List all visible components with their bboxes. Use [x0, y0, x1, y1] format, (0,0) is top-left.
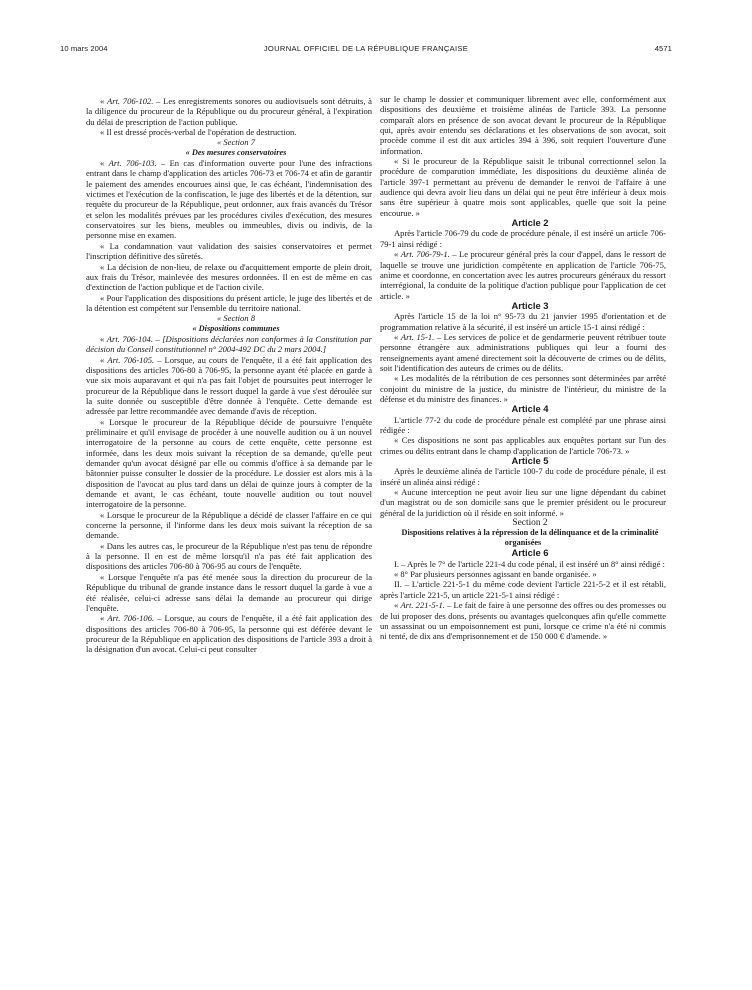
paragraph: I. – Après le 7° de l'article 221-4 du code pénal, il est inséré un 8° ainsi rédigé : [394, 558, 665, 569]
article-ref: Art. 706-79-1. [400, 249, 450, 260]
paragraph: « Ces dispositions ne sont pas applicables aux enquêtes portant sur l'un des crimes ou délits entrant dans le champ d'application de l'article 706-73. » [380, 435, 666, 456]
paragraph: « Si le procureur de la République saisit le tribunal correctionnel selon la procédure de comparution immédiate, les dispositions du deuxième alinéa de l'article 397-1 permettant au prévenu de demander le renvoi de l'affaire à une audience qui devra avoir lieu dans un délai qui ne peut être inférieur à deux mois sans être supérieur à quatre mois sont applicables, quelle que soit la peine encourue. » [380, 156, 666, 218]
article-ref: Art. 706-106. [107, 613, 155, 624]
paragraph: « Il est dressé procès-verbal de l'opération de destruction. [100, 127, 297, 138]
paragraph: « Art. 706-104. – [Dispositions déclarées non conformes à la Constitution par décision du Conseil constitutionnel n° 2004-492 DC du 2 mars 2004.] [86, 333, 372, 355]
paragraph: « Lorsque le procureur de la République a décidé de classer l'affaire en ce qui concerne la personne, il l'informe dans les deux mois suivant la réception de sa demande. [86, 509, 372, 541]
section-title: « Dispositions communes [192, 323, 280, 333]
section-heading: « Section 8 [217, 313, 255, 324]
article-heading: Article 4 [511, 403, 549, 415]
paragraph: sur le champ le dossier et communiquer librement avec elle, conformément aux dispositions des deuxième et troisième alinéas de l'article 393. La personne comparaît alors en présence de son avocat devant le procureur de la République qui, après avoir entendu ses déclarations et les observations de son avocat, soit procède comme il est dit aux articles 394 à 396, soit requiert l'ouverture d'une information. [380, 94, 666, 156]
section-heading: Section 2 [512, 518, 548, 529]
right-column [380, 94, 666, 974]
article-ref: Art. 706-105. [107, 354, 155, 365]
article-ref: Art. 221-5-1. [400, 600, 445, 611]
article-heading: Article 5 [511, 455, 549, 467]
paragraph: « Art. 706-105. – Lorsque, au cours de l'enquête, il a été fait application des dispositions des articles 706-80 à 706-95, la personne ayant été placée en garde à vue six mois auparavant et qui n'a pas fait l'objet de poursuites peut interroger le procureur de la République dans le ressort duquel la garde à vue s'est déroulée sur la suite donnée ou susceptible d'être donnée à l'enquête. Cette demande est adressée par lettre recommandée avec demande d'avis de réception. [86, 354, 372, 417]
paragraph: « Art. 706-103. – En cas d'information ouverte pour l'une des infractions entrant dans le champ d'application des articles 706-73 et 706-74 et afin de garantir le paiement des amendes encourues ainsi que, le cas échéant, l'indemnisation des victimes et l'exécution de la confiscation, le juge des libertés et de la détention, sur requête du procureur de la République, peut ordonner, aux frais avancés du Trésor et selon les modalités prévues par les procédures civiles d'exécution, des mesures conservatoires sur les biens, meubles ou immeubles, divis ou indivis, de la personne mise en examen. [86, 158, 372, 241]
article-ref: Art. 15-1. [400, 331, 435, 342]
section-title: « Des mesures conservatoires [185, 147, 287, 157]
paragraph: « Les modalités de la rétribution de ces personnes sont déterminées par arrêté conjoint du ministre de la justice, du ministre de l'intérieur, du ministre de la défense et du ministre des finances. » [380, 373, 666, 404]
paragraph: « Pour l'application des dispositions du présent article, le juge des libertés et de la détention est compétent sur l'ensemble du territoire national. [86, 292, 372, 313]
paragraph: « Dans les autres cas, le procureur de la République n'est pas tenu de répondre à la personne. Il en est de même lorsqu'il n'a pas été fait application des dispositions des articles 706-80 à 706-95 au cours de l'enquête. [86, 540, 372, 572]
paragraph: « Art. 221-5-1. – Le fait de faire à une personne des offres ou des promesses ou de lui proposer des dons, présents ou avantages quelconques afin qu'elle commette un assassinat ou un empoisonnement est puni, lorsque ce crime n'a été ni commis ni tenté, de dix ans d'emprisonnement et de 150 000 € d'amende. » [380, 600, 666, 642]
paragraph: « La condamnation vaut validation des saisies conservatoires et permet l'inscription définitive des sûretés. [86, 240, 372, 262]
paragraph: « Art. 706-102. – Les enregistrements sonores ou audiovisuels sont détruits, à la diligence du procureur de la République ou du procureur général, à l'expiration du délai de prescription de l'action publique. [86, 96, 372, 127]
header-date: 10 mars 2004 [60, 44, 108, 53]
paragraph: II. – L'article 221-5-1 du même code devient l'article 221-5-2 et il est rétabli, après l'article 221-5, un article 221-5-1 ainsi rédigé : [380, 579, 666, 600]
paragraph: Après l'article 706-79 du code de procédure pénale, il est inséré un article 706-79-1 ainsi rédigé : [380, 228, 666, 249]
paragraph: Après le deuxième alinéa de l'article 100-7 du code de procédure pénale, il est inséré un alinéa ainsi rédigé : [380, 466, 666, 487]
paragraph: « 8° Par plusieurs personnes agissant en bande organisée. » [394, 569, 597, 580]
paragraph: « Aucune interception ne peut avoir lieu sur une ligne dépendant du cabinet d'un magistrat ou de son domicile sans que le premier président ou le procureur général de la juridiction où il réside en soit informé. » [380, 487, 666, 518]
paragraph: « Lorsque l'enquête n'a pas été menée sous la direction du procureur de la République du tribunal de grande instance dans le ressort duquel la garde à vue a été réalisée, celui-ci adresse sans délai la demande au procureur qui dirige l'enquête. [86, 571, 372, 613]
article-ref: Art. 706-104. [106, 333, 153, 344]
article-ref: Art. 706-102. [107, 96, 154, 106]
header-journal-title: JOURNAL OFFICIEL DE LA RÉPUBLIQUE FRANÇAISE [263, 44, 469, 53]
paragraph: « Art. 15-1. – Les services de police et de gendarmerie peuvent rétribuer toute personne étrangère aux administrations publiques qui leur a fourni des renseignements ayant amené directement soit la découverte de crimes ou de délits, soit l'identification des auteurs de crimes ou de délits. [380, 331, 666, 373]
page-header [60, 44, 672, 58]
article-heading: Article 6 [511, 547, 549, 559]
paragraph: Après l'article 15 de la loi n° 95-73 du 21 janvier 1995 d'orientation et de programmation relative à la sécurité, il est inséré un article 15-1 ainsi rédigé : [380, 311, 666, 332]
paragraph: « Art. 706-79-1. – Le procureur général près la cour d'appel, dans le ressort de laquelle se trouve une juridiction compétente en application de l'article 706-75, anime et coordonne, en concertation avec les autres procureurs généraux du ressort interrégional, la conduite de la politique d'action publique pour l'application de cet article. » [380, 249, 666, 301]
section-title: Dispositions relatives à la répression de la délinquance et de la criminalité organisées [401, 528, 659, 548]
section-heading: « Section 7 [217, 137, 255, 148]
paragraph: « Art. 706-106. – Lorsque, au cours de l'enquête, il a été fait application des dispositions des articles 706-80 à 706-95, la personne qui est déférée devant le procureur de la République en application des dispositions de l'article 393 a droit à la désignation d'un avocat. Celui-ci peut consulter [86, 613, 372, 655]
paragraph: « Lorsque le procureur de la République décide de poursuivre l'enquête préliminaire et qu'il envisage de procéder à une nouvelle audition ou à un nouvel interrogatoire de la personne au cours de cette enquête, cette personne est informée, dans les deux mois suivant la réception de sa demande, qu'elle peut demander qu'un avocat désigné par elle ou commis d'office à sa demande par le bâtonnier puisse consulter le dossier de la procédure. Le dossier est alors mis à la disposition de l'avocat au plus tard dans un délai de quinze jours à compter de la demande et avant, le cas échéant, toute nouvelle audition ou tout nouvel interrogatoire de la personne. [86, 416, 372, 510]
paragraph: « La décision de non-lieu, de relaxe ou d'acquittement emporte de plein droit, aux frais du Trésor, mainlevée des mesures ordonnées. Il en est de même en cas d'extinction de l'action publique et de l'action civile. [86, 261, 372, 293]
header-page-number: 4571 [654, 44, 672, 53]
article-heading: Article 3 [511, 299, 549, 311]
paragraph: L'article 77-2 du code de procédure pénale est complété par une phrase ainsi rédigée : [380, 414, 666, 435]
article-ref: Art. 706-103. [108, 158, 157, 169]
article-heading: Article 2 [511, 217, 549, 229]
left-column [86, 96, 372, 976]
